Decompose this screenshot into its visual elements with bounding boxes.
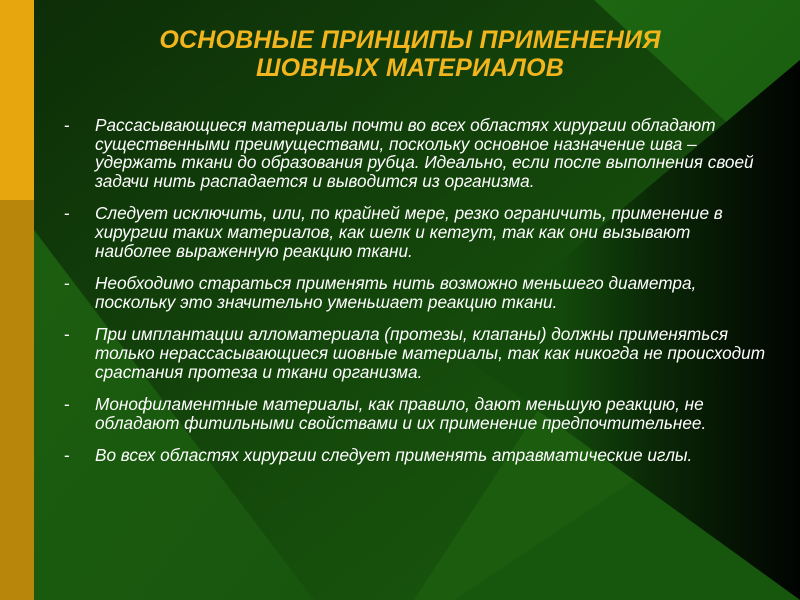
bullet-dash: -	[64, 115, 70, 135]
list-item	[60, 274, 770, 311]
list-item	[60, 446, 770, 465]
list-item-text: Необходимо стараться применять нить возможно меньшего диаметра, поскольку это значительно уменьшает реакцию ткани.	[95, 273, 697, 312]
bullet-dash: -	[64, 324, 70, 345]
list-item-text: Следует исключить, или, по крайней мере, резко ограничить, применение в хирургии таких материалов, как шелк и кетгут, так как они вызывают наиболее выраженную реакцию ткани.	[95, 203, 723, 261]
list-item	[60, 325, 770, 381]
bullet-dash: -	[64, 203, 70, 224]
accent-bar-bottom	[0, 200, 34, 600]
list-item	[60, 395, 770, 432]
bullet-dash: -	[64, 445, 70, 466]
list-item-text: Рассасывающиеся материалы почти во всех областях хирургии обладают существенными преимуществами, поскольку основное назначение шва – удержать ткани до образования рубца. Идеально, если после выполнения своей задачи нить распадается и выводится из организма.	[95, 115, 754, 191]
bullet-dash: -	[64, 273, 70, 294]
list-item	[60, 116, 770, 190]
list-item-text: Монофиламентные материалы, как правило, дают меньшую реакцию, не обладают фитильными свойствами и их применение предпочтительнее.	[95, 394, 707, 433]
accent-bar-top	[0, 0, 34, 200]
slide-title-line-2: ШОВНЫХ МАТЕРИАЛОВ	[255, 54, 565, 82]
principles-list	[60, 116, 770, 479]
list-item-text: Во всех областях хирургии следует применять атравматические иглы.	[95, 445, 693, 466]
bullet-dash: -	[64, 394, 70, 415]
slide-title-line-1: ОСНОВНЫЕ ПРИНЦИПЫ ПРИМЕНЕНИЯ	[159, 26, 661, 54]
list-item-text: При имплантации алломатериала (протезы, клапаны) должны применяться только нерассасывающиеся шовные материалы, так как никогда не происходит срастания протеза и ткани организма.	[95, 324, 766, 382]
list-item	[60, 204, 770, 260]
slide-title	[34, 26, 786, 82]
